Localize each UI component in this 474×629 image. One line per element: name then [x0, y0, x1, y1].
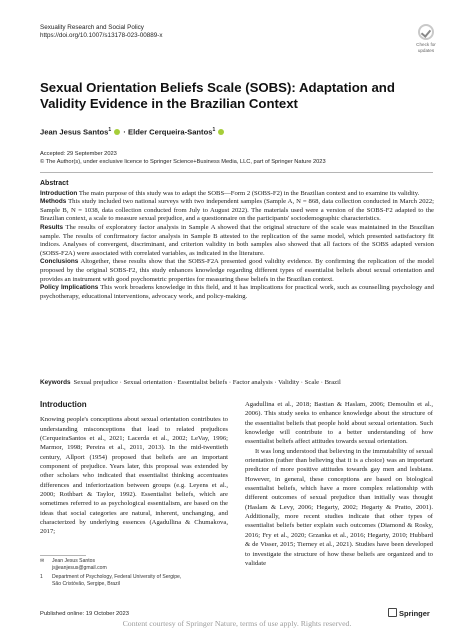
- check-updates-line1: Check for: [416, 42, 436, 47]
- footnote-divider: [40, 555, 86, 556]
- affiliation: [40, 574, 228, 587]
- doi-link[interactable]: https://doi.org/10.1007/s13178-023-00889-x: [40, 32, 163, 39]
- footnotes: [40, 558, 228, 591]
- springer-horse-icon: [388, 608, 397, 617]
- accepted-date: Accepted: 29 September 2023: [40, 151, 117, 157]
- abstract-label: Policy Implications: [40, 284, 99, 292]
- corresponding-name: Jean Jesus Santos: [52, 558, 96, 564]
- author-list: [40, 125, 225, 138]
- keywords-list: Sexual prejudice · Sexual orientation · Essentialist beliefs · Factor analysis · Validity · Scale · Brazil: [73, 379, 341, 386]
- envelope-icon: ✉: [40, 558, 45, 564]
- corresponding-email[interactable]: jsjjeanjesus@gmail.com: [52, 564, 107, 571]
- body-paragraph: It was long understood that believing in the immutability of sexual orientation (rather than believing that it is a choice) was an important predictor of more positive attitudes towards gay men and lesbians. However, in general, these conceptions are based on biological essentialist beliefs, which have a more complex relationship with different outcomes of sexual prejudice than initially was thought (Haslam & Levy, 2006; Hegarty, 2002; Hegarty & Pratto, 2001). Additionally, more recent studies indicate that other types of essentialist beliefs better explain such outcomes (Diamond & Rosky, 2016; Fry et al., 2020; Grzanka et al., 2016; Hegarty, 2010; Hubbard & de Visser, 2015; Tierney et al., 2021). Studies have been developed to investigate the structure of how these beliefs are organized and to validate: [245, 447, 433, 567]
- abstract-methods: Methods This study included two national surveys with two independent samples (Sample A, N = 868, data collection conducted in March 2022; Sample B, N = 1038, data collection conducted from July to August 2022). The materials used were a version of the SOBS-F2 adapted to the Brazilian context, a scale to measure sexual prejudice, and a questionnaire on the participants' sociodemographic characteristics.: [40, 198, 434, 223]
- keywords-label: Keywords: [40, 379, 71, 386]
- journal-header: [40, 24, 163, 40]
- check-updates-line2: updates: [417, 47, 435, 53]
- article-dates: [40, 150, 326, 166]
- abstract-label: Methods: [40, 198, 67, 206]
- published-date: Published online: 19 October 2023: [40, 611, 129, 617]
- abstract-label: Introduction: [40, 189, 78, 197]
- affiliation-line: São Cristóvão, Sergipe, Brazil: [52, 581, 120, 588]
- abstract-policy: Policy Implications This work broadens knowledge in this field, and it has implications for practical work, such as counselling psychology and psychotherapy, educational interventions, advocacy work, and policy-making.: [40, 284, 434, 300]
- affiliation-line: Department of Psychology, Federal University of Sergipe,: [52, 574, 182, 581]
- abstract-label: Results: [40, 223, 64, 231]
- journal-name: Sexuality Research and Social Policy: [40, 24, 144, 31]
- check-for-updates-badge[interactable]: [408, 24, 444, 53]
- copyright-line: © The Author(s), under exclusive licence to Springer Science+Business Media, LLC, part of Springer Nature 2023: [40, 159, 326, 165]
- courtesy-banner: Content courtesy of Springer Nature, terms of use apply. Rights reserved.: [122, 619, 352, 628]
- section-heading: Introduction: [40, 400, 87, 409]
- orcid-icon[interactable]: [114, 129, 120, 135]
- abstract-results: Results The results of exploratory factor analysis in Sample A showed that the original structure of the scale was maintained in the Brazilian sample. The results of confirmatory factor analysis in Sample B attested to the replication of the same model, which presented satisfactory fit indices. Analyses of convergent, discriminant, and criterion validity in both samples also showed that all factors of the SOBS adapted version (SOBS-F2A) were associated with correlated variables, as indicated in the literature.: [40, 223, 434, 257]
- affiliation-mark: 1: [212, 127, 216, 133]
- abstract-label: Conclusions: [40, 258, 79, 266]
- left-column: [40, 400, 228, 537]
- orcid-icon[interactable]: [218, 129, 224, 135]
- affiliation-mark: 1: [40, 574, 43, 581]
- abstract-conclusions: Conclusions Altogether, these results show that the SOBS-F2A presented good validity evidence. By confirming the replication of the model proposed by the original SOBS-F2, this study enhances knowledge regarding different types of essentialist beliefs about sexual orientation and provides an instrument with good psychometric properties for measuring these beliefs in the Brazilian context.: [40, 258, 434, 283]
- affiliation-mark: 1: [108, 127, 112, 133]
- divider: [40, 172, 433, 173]
- abstract-introduction: Introduction The main purpose of this study was to adapt the SOBS—Form 2 (SOBS-F2) in the Brazilian context and to examine its validity.: [40, 189, 420, 197]
- body-paragraph: Knowing people's conceptions about sexual orientation contributes to understanding misconceptions that lead to related prejudices (CerqueiraSantos et al., 2021; Lacerda et al., 2002; LeVay, 1996; Marmor, 1998; Pereira et al., 2011, 2013). In the mid-twentieth century, Allport (1954) proposed that beliefs are an important component of prejudice. Years later, this proposal was extended by other scholars who indicated that essentialist thinking accentuates differences and inferiorization between groups (e.g. Leyens et al., 2000; Rothbart & Taylor, 1992). Essentialist beliefs, which are sometimes referred to as psychological essentialism, are based on the ideas that social categories are natural, inherent, unchanging, and characterized by underlying essences (Agadullina & Chumakova, 2017;: [40, 416, 228, 536]
- author-separator: ·: [121, 127, 129, 137]
- author-name[interactable]: Elder Cerqueira‑Santos: [128, 127, 213, 137]
- publisher-logo: [388, 608, 430, 618]
- publisher-name: Springer: [399, 609, 430, 618]
- author-name[interactable]: Jean Jesus Santos: [40, 127, 109, 137]
- article-title: Sexual Orientation Beliefs Scale (SOBS): Adaptation and Validity Evidence in the Brazilian Context: [40, 80, 395, 111]
- corresponding-author: [40, 558, 228, 571]
- keywords-line: [40, 379, 434, 388]
- abstract-section: [40, 180, 434, 301]
- abstract-heading: Abstract: [40, 180, 69, 187]
- body-paragraph: Agadullina et al., 2018; Bastian & Haslam, 2006; Demoulin et al., 2006). This study seeks to enhance knowledge about the structure of the essentialist beliefs that people hold about sexual orientation. Such knowledge will contribute to a better understanding of how essentialist beliefs affect attitudes towards sexual orientation.: [245, 401, 433, 446]
- check-updates-icon: [418, 24, 434, 40]
- right-column: [245, 400, 433, 568]
